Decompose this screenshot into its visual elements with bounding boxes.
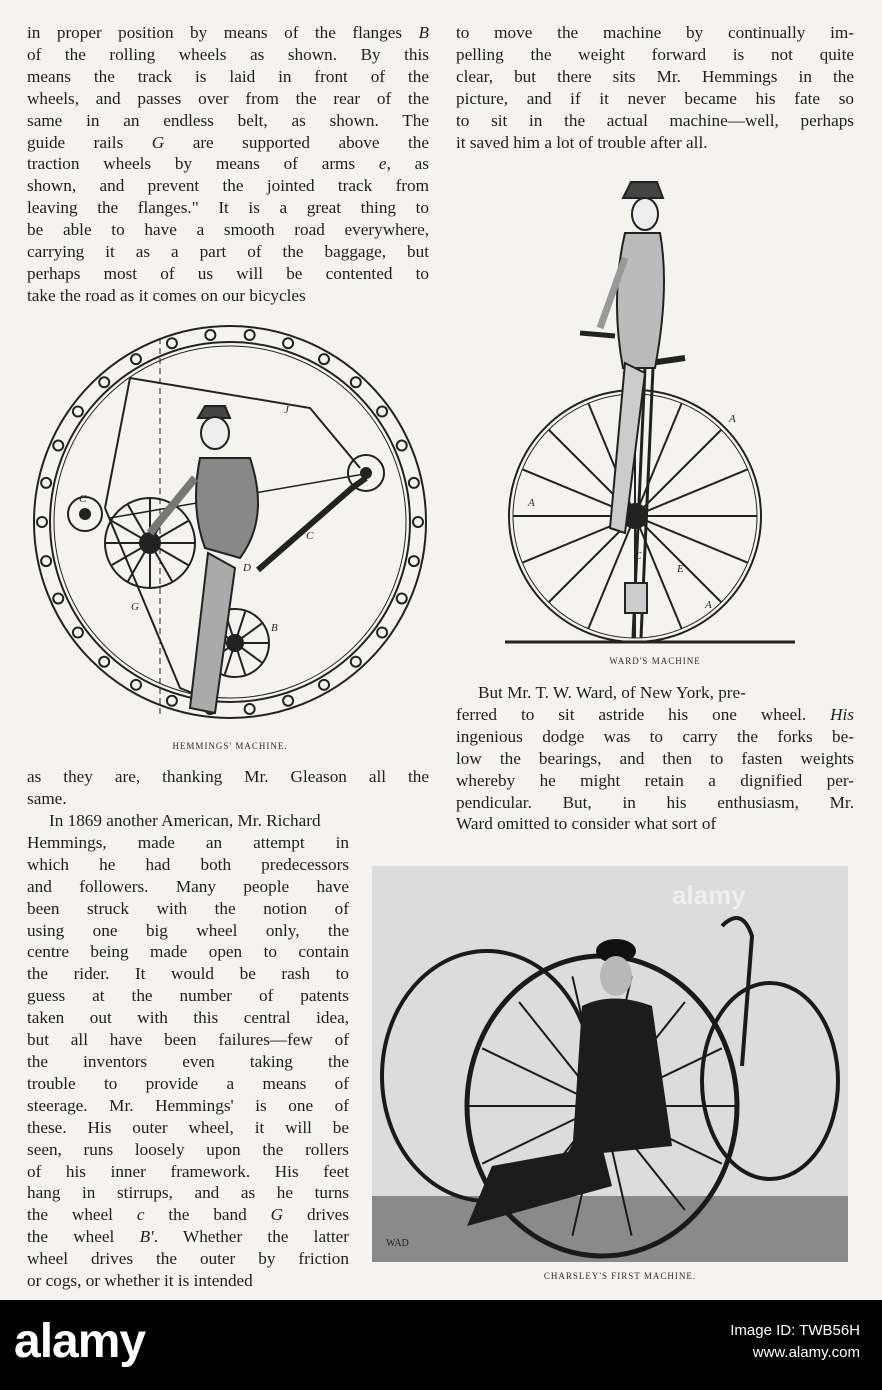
right-column-mid-text xyxy=(456,704,854,835)
text-line: shown, and prevent the jointed track from xyxy=(27,176,429,196)
text-line: same. xyxy=(27,788,67,808)
text-line: same in an endless belt, as shown. The xyxy=(27,110,429,130)
hemmings-label-c: C xyxy=(79,493,87,505)
text-line: traction wheels by means of arms e, as xyxy=(27,154,429,174)
ward-label-a2: A xyxy=(528,497,535,509)
text-line: but all have been failures—few of xyxy=(27,1030,349,1050)
text-line: the wheel B'. Whether the latter xyxy=(27,1227,349,1247)
ward-label-a3: A xyxy=(705,599,712,611)
photo-watermark: alamy xyxy=(672,880,746,910)
left-column-top-text xyxy=(27,22,429,307)
hemmings-label-b: B xyxy=(271,622,278,634)
text-line: Ward omitted to consider what sort of xyxy=(456,814,717,834)
ward-label-a1: A xyxy=(729,413,736,425)
left-column-top xyxy=(27,22,429,307)
hemmings-label-c2: C xyxy=(306,530,314,542)
text-line: wheels, and passes over from the rear of the xyxy=(27,88,429,108)
ward-machine-illustration xyxy=(505,168,795,648)
text-line: which he had both predecessors xyxy=(27,854,349,874)
right-column-mid xyxy=(456,682,854,835)
text-line: ingenious dodge was to carry the forks be- xyxy=(456,726,854,746)
text-line: using one big wheel only, the xyxy=(27,920,349,940)
hemmings-label-d: D xyxy=(243,562,251,574)
text-line: pelling the weight forward is not quite xyxy=(456,44,854,64)
left-column-bottom-text xyxy=(27,832,349,1292)
text-line: been struck with the notion of xyxy=(27,898,349,918)
text-line: wheel drives the outer by friction xyxy=(27,1249,349,1269)
hemmings-label-g: G xyxy=(131,601,139,613)
text-line: to sit in the actual machine—well, perhaps xyxy=(456,110,854,130)
text-line: ferred to sit astride his one wheel. His xyxy=(456,704,854,724)
right-column-top xyxy=(456,22,854,153)
text-line: as they are, thanking Mr. Gleason all the xyxy=(27,767,429,786)
text-line: trouble to provide a means of xyxy=(27,1073,349,1093)
text-line: of the rolling wheels as shown. By this xyxy=(27,44,429,64)
text-line: taken out with this central idea, xyxy=(27,1008,349,1028)
text-line: steerage. Mr. Hemmings' is one of xyxy=(27,1095,349,1115)
text-line: to move the machine by continually im- xyxy=(456,23,854,42)
ward-caption: WARD'S MACHINE xyxy=(609,656,701,666)
text-line: hang in stirrups, and as he turns xyxy=(27,1183,349,1203)
left-column-mid-text xyxy=(27,766,429,810)
text-line: the wheel c the band G drives xyxy=(27,1205,349,1225)
ward-label-e: E xyxy=(677,563,684,575)
left-column-bottom xyxy=(27,810,429,1292)
text-line: be able to have a smooth road everywhere, xyxy=(27,220,429,240)
text-line: the inventors even taking the xyxy=(27,1051,349,1071)
text-line: low the bearings, and then to fasten weights xyxy=(456,748,854,768)
charsley-machine-photo xyxy=(372,866,848,1262)
hemmings-caption: HEMMINGS' MACHINE. xyxy=(172,741,288,751)
paragraph-first-line: But Mr. T. W. Ward, of New York, pre- xyxy=(478,683,746,702)
site-url: www.alamy.com xyxy=(752,1344,860,1361)
text-line: means the track is laid in front of the xyxy=(27,66,429,86)
right-column-top-text xyxy=(456,22,854,153)
text-line: perhaps most of us will be contented to xyxy=(27,263,429,283)
text-line: take the road as it comes on our bicycles xyxy=(27,285,306,305)
photo-signature: WAD xyxy=(386,1238,409,1249)
text-line: Hemmings, made an attempt in xyxy=(27,832,349,852)
hemmings-label-j: J xyxy=(284,404,289,416)
text-line: in proper position by means of the flanges B xyxy=(27,23,429,42)
ward-label-c: C xyxy=(634,550,642,562)
stock-footer xyxy=(0,1300,882,1390)
text-line: and followers. Many people have xyxy=(27,876,349,896)
photo-drawing xyxy=(372,866,848,1262)
text-line: leaving the flanges." It is a great thing to xyxy=(27,198,429,218)
text-line: whereby he might retain a dignified per- xyxy=(456,770,854,790)
text-line: clear, but there sits Mr. Hemmings in the xyxy=(456,66,854,86)
text-line: guide rails G are supported above the xyxy=(27,132,429,152)
image-id-block xyxy=(730,1320,860,1364)
alamy-logo: alamy xyxy=(14,1315,146,1368)
hemmings-machine-illustration xyxy=(30,318,430,733)
text-line: pendicular. But, in his enthusiasm, Mr. xyxy=(456,792,854,812)
text-line: it saved him a lot of trouble after all. xyxy=(456,132,708,152)
charsley-caption: CHARSLEY'S FIRST MACHINE. xyxy=(543,1271,697,1281)
text-line: or cogs, or whether it is intended xyxy=(27,1271,253,1291)
text-line: guess at the number of patents xyxy=(27,986,349,1006)
text-line: the rider. It would be rash to xyxy=(27,964,349,984)
left-column-mid xyxy=(27,766,429,810)
text-line: carrying it as a part of the baggage, but xyxy=(27,242,429,262)
image-id: Image ID: TWB56H xyxy=(730,1322,860,1339)
paragraph-first-line: In 1869 another American, Mr. Richard xyxy=(49,811,321,830)
text-line: these. His outer wheel, it will be xyxy=(27,1117,349,1137)
text-line: of his inner framework. His feet xyxy=(27,1161,349,1181)
text-line: centre being made open to contain xyxy=(27,942,349,962)
text-line: picture, and if it never became his fate so xyxy=(456,88,854,108)
text-line: seen, runs loosely upon the rollers xyxy=(27,1139,349,1159)
